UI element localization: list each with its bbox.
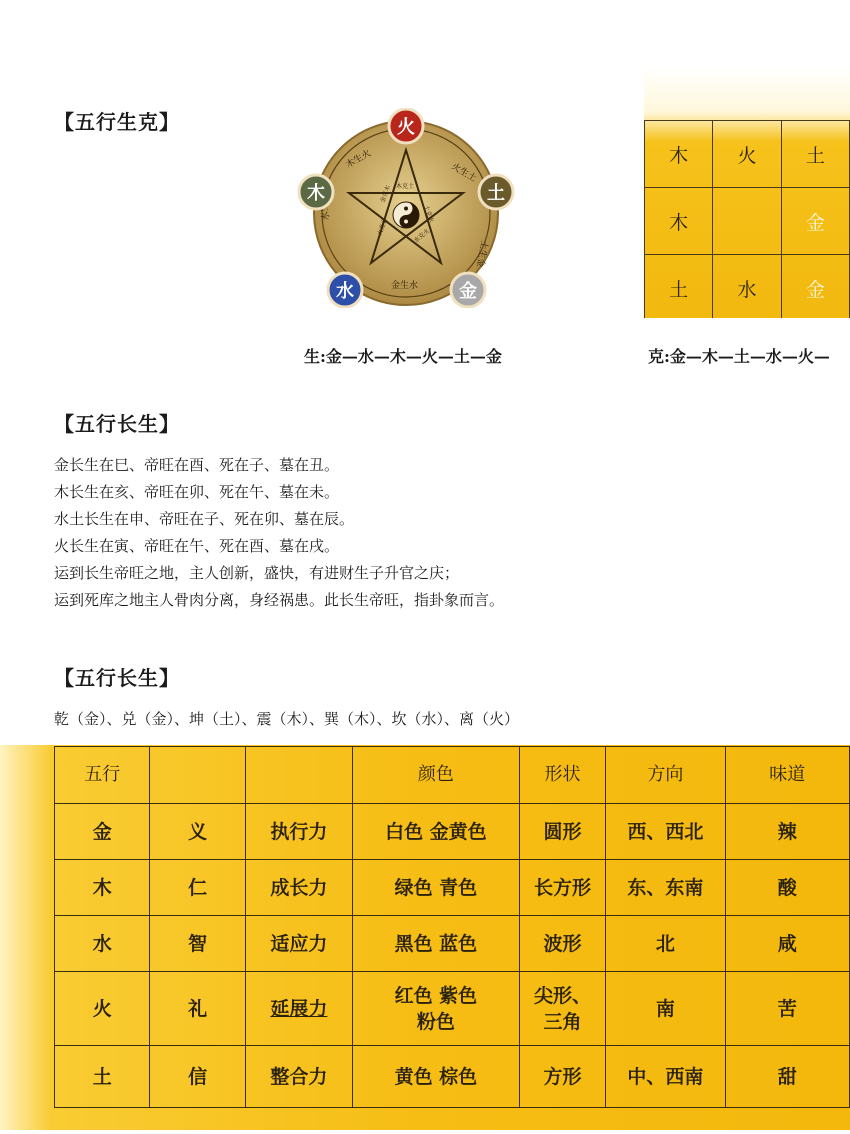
inner-label-2: 水克火 bbox=[412, 227, 432, 245]
table-cell: 尖形、 三角 bbox=[519, 972, 605, 1046]
grid-cell: 木 bbox=[645, 121, 713, 188]
outer-label-jin-sheng-shui: 金生水 bbox=[391, 281, 419, 291]
inner-label-4: 金克木 bbox=[379, 184, 393, 204]
table-cell: 红色 紫色 粉色 bbox=[352, 972, 519, 1046]
table-row bbox=[55, 972, 850, 1046]
node-jin bbox=[451, 273, 485, 307]
header-cell: 方向 bbox=[606, 747, 725, 804]
table-row bbox=[55, 860, 850, 916]
table-cell: 智 bbox=[150, 916, 245, 972]
trigram-list: 乾（金）、兑（金）、坤（土）、震（木）、巽（木）、坎（水）、离（火） bbox=[54, 710, 520, 728]
node-mu bbox=[299, 175, 333, 209]
section-title-changsheng: 【五行长生】 bbox=[54, 412, 180, 436]
table-cell: 黑色 蓝色 bbox=[352, 916, 519, 972]
text-line: 运到死库之地主人骨肉分离，身经祸患。此长生帝旺，指卦象而言。 bbox=[54, 591, 505, 609]
table-cell: 金 bbox=[55, 804, 150, 860]
text-line: 木长生在亥、帝旺在卯、死在午、墓在未。 bbox=[54, 483, 340, 501]
inner-label-0: 木克土 bbox=[396, 183, 415, 190]
header-cell: 味道 bbox=[725, 747, 849, 804]
ke-grid-panel bbox=[644, 66, 850, 318]
svg-text:水: 水 bbox=[336, 281, 354, 302]
table-cell: 方形 bbox=[519, 1046, 605, 1108]
table-cell: 黄色 棕色 bbox=[352, 1046, 519, 1108]
ke-grid bbox=[644, 120, 850, 318]
grid-cell: 金 bbox=[781, 188, 849, 255]
section-title-changsheng-2: 【五行长生】 bbox=[54, 666, 180, 690]
table-cell: 酸 bbox=[725, 860, 849, 916]
table-cell: 水 bbox=[55, 916, 150, 972]
text-line: 水土长生在申、帝旺在子、死在卯、墓在辰。 bbox=[54, 510, 355, 528]
table-header-row bbox=[55, 747, 850, 804]
svg-text:土: 土 bbox=[487, 183, 505, 204]
table-cell: 北 bbox=[606, 916, 725, 972]
text-line: 运到长生帝旺之地，主人创新，盛快，有进财生子升官之庆； bbox=[54, 564, 460, 582]
table-cell: 辣 bbox=[725, 804, 849, 860]
table-row bbox=[55, 1046, 850, 1108]
outer-label-tu-sheng-jin: 土生金 bbox=[474, 239, 489, 268]
table-cell: 成长力 bbox=[245, 860, 352, 916]
table-cell: 甜 bbox=[725, 1046, 849, 1108]
table-cell: 西、西北 bbox=[606, 804, 725, 860]
grid-cell bbox=[713, 188, 781, 255]
grid-cell: 火 bbox=[713, 121, 781, 188]
table-cell: 火 bbox=[55, 972, 150, 1046]
grid-cell: 土 bbox=[781, 121, 849, 188]
section-title-shengke: 【五行生克】 bbox=[54, 110, 180, 134]
grid-cell: 水 bbox=[713, 255, 781, 319]
table-row bbox=[55, 916, 850, 972]
text-line: 火长生在寅、帝旺在午、死在酉、墓在戌。 bbox=[54, 537, 340, 555]
table-row bbox=[55, 804, 850, 860]
node-shui bbox=[328, 273, 362, 307]
ke-caption: 克:金—木—土—水—火— bbox=[648, 347, 830, 366]
table-cell: 礼 bbox=[150, 972, 245, 1046]
table-cell: 长方形 bbox=[519, 860, 605, 916]
table-cell: 执行力 bbox=[245, 804, 352, 860]
wuxing-attributes-table bbox=[54, 746, 850, 1108]
grid-cell: 土 bbox=[645, 255, 713, 319]
table-cell: 信 bbox=[150, 1046, 245, 1108]
yin-yang-icon bbox=[393, 202, 419, 228]
header-cell bbox=[245, 747, 352, 804]
header-cell: 颜色 bbox=[352, 747, 519, 804]
header-cell bbox=[150, 747, 245, 804]
svg-text:金: 金 bbox=[459, 281, 477, 302]
table-cell: 仁 bbox=[150, 860, 245, 916]
sheng-caption: 生:金—水—木—火—土—金 bbox=[304, 347, 502, 366]
table-cell: 中、西南 bbox=[606, 1046, 725, 1108]
header-cell: 五行 bbox=[55, 747, 150, 804]
table-cell: 土 bbox=[55, 1046, 150, 1108]
grid-cell: 木 bbox=[645, 188, 713, 255]
outer-label-huo-sheng-tu: 火生土 bbox=[449, 161, 478, 185]
table-cell: 义 bbox=[150, 804, 245, 860]
node-tu bbox=[479, 175, 513, 209]
header-cell: 形状 bbox=[519, 747, 605, 804]
table-cell: 苦 bbox=[725, 972, 849, 1046]
outer-label-mu-sheng-huo: 木生火 bbox=[344, 148, 373, 171]
table-cell: 波形 bbox=[519, 916, 605, 972]
inner-label-3: 火克金 bbox=[376, 217, 390, 237]
table-cell: 木 bbox=[55, 860, 150, 916]
table-cell: 整合力 bbox=[245, 1046, 352, 1108]
table-cell: 东、东南 bbox=[606, 860, 725, 916]
table-cell: 白色 金黄色 bbox=[352, 804, 519, 860]
table-cell: 圆形 bbox=[519, 804, 605, 860]
grid-cell: 金 bbox=[781, 255, 849, 319]
inner-label-1: 土克水 bbox=[422, 204, 435, 224]
node-huo bbox=[389, 109, 423, 143]
table-cell: 咸 bbox=[725, 916, 849, 972]
wuxing-wheel-diagram bbox=[296, 108, 526, 308]
table-cell: 适应力 bbox=[245, 916, 352, 972]
svg-text:木: 木 bbox=[307, 183, 325, 204]
table-cell: 延展力 bbox=[245, 972, 352, 1046]
table-cell: 绿色 青色 bbox=[352, 860, 519, 916]
table-cell: 南 bbox=[606, 972, 725, 1046]
svg-text:火: 火 bbox=[397, 117, 415, 138]
text-line: 金长生在巳、帝旺在酉、死在子、墓在丑。 bbox=[54, 456, 340, 474]
changsheng-paragraph bbox=[54, 452, 504, 614]
